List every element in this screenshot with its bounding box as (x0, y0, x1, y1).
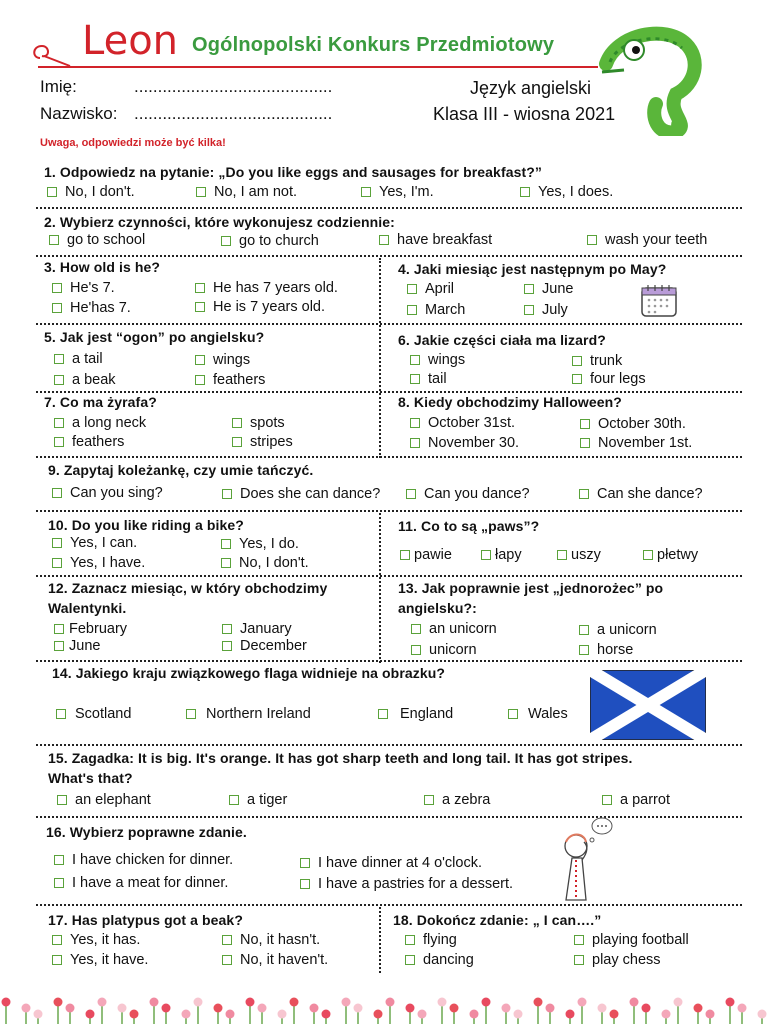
checkbox[interactable] (222, 489, 232, 499)
checkbox[interactable] (407, 284, 417, 294)
q10-option-1[interactable]: Yes, I can. (52, 535, 137, 551)
flower-icon (2, 998, 11, 1007)
q3-option-1[interactable]: He's 7. (52, 280, 115, 296)
checkbox[interactable] (410, 438, 420, 448)
question-7: 7. Co ma żyrafa? (44, 394, 157, 410)
flower-icon (278, 1010, 287, 1019)
flower-icon (386, 998, 395, 1007)
q16-option-3[interactable]: I have a meat for dinner. (54, 875, 228, 891)
checkbox[interactable] (52, 935, 62, 945)
q11-option-1[interactable]: pawie (400, 547, 452, 563)
checkbox[interactable] (643, 550, 653, 560)
calendar-icon (640, 282, 678, 318)
question-13-line-1: 13. Jak poprawnie jest „jednorożec” po (398, 580, 664, 596)
checkbox[interactable] (52, 558, 62, 568)
flower-icon (258, 1004, 267, 1013)
checkbox[interactable] (52, 955, 62, 965)
flower-icon (418, 1010, 427, 1019)
flower-icon (354, 1004, 363, 1013)
q13-option-2[interactable]: a unicorn (579, 622, 657, 638)
surname-field[interactable]: .......................................... (134, 104, 333, 123)
flower-icon (534, 998, 543, 1007)
question-16: 16. Wybierz poprawne zdanie. (46, 824, 247, 840)
q11-option-2[interactable]: łapy (481, 547, 522, 563)
q8-option-1[interactable]: October 31st. (410, 415, 515, 431)
checkbox[interactable] (52, 488, 62, 498)
q18-option-2[interactable]: playing football (574, 932, 689, 948)
subject-label: Język angielski (470, 78, 592, 98)
flower-icon (758, 1010, 767, 1019)
q13-option-1[interactable]: an unicorn (411, 621, 497, 637)
q13-option-3[interactable]: unicorn (411, 642, 477, 658)
q15-option-3[interactable]: a zebra (424, 792, 490, 808)
checkbox[interactable] (54, 418, 64, 428)
divider (36, 323, 742, 325)
flower-icon (290, 998, 299, 1007)
flower-icon (342, 998, 351, 1007)
q4-option-4[interactable]: July (524, 302, 568, 318)
question-8: 8. Kiedy obchodzimy Halloween? (398, 394, 622, 410)
flower-icon (374, 1010, 383, 1019)
checkbox[interactable] (54, 641, 64, 651)
flower-icon (310, 1004, 319, 1013)
flower-icon (726, 998, 735, 1007)
flower-icon (22, 1004, 31, 1013)
checkbox[interactable] (221, 539, 231, 549)
question-9: 9. Zapytaj koleżankę, czy umie tańczyć. (48, 462, 314, 478)
flower-icon (86, 1010, 95, 1019)
checkbox[interactable] (54, 624, 64, 634)
checkbox[interactable] (54, 437, 64, 447)
q1-option-3[interactable]: Yes, I'm. (361, 184, 434, 200)
q14-option-4[interactable]: Wales (508, 706, 568, 722)
q11-option-3[interactable]: uszy (557, 547, 601, 563)
q10-option-4[interactable]: No, I don't. (221, 555, 309, 571)
checkbox[interactable] (222, 935, 232, 945)
checkbox[interactable] (410, 418, 420, 428)
checkbox[interactable] (407, 305, 417, 315)
checkbox[interactable] (411, 645, 421, 655)
flower-icon (706, 1010, 715, 1019)
flower-icon (182, 1010, 191, 1019)
column-divider (379, 258, 381, 458)
checkbox[interactable] (222, 955, 232, 965)
flower-icon (642, 1004, 651, 1013)
question-6: 6. Jakie części ciała ma lizard? (398, 332, 606, 348)
checkbox[interactable] (572, 374, 582, 384)
checkbox[interactable] (411, 624, 421, 634)
q14-option-1[interactable]: Scotland (56, 706, 131, 722)
q2-option-3[interactable]: have breakfast (379, 232, 492, 248)
flower-icon (98, 998, 107, 1007)
checkbox[interactable] (54, 878, 64, 888)
checkbox[interactable] (232, 418, 242, 428)
flower-icon (438, 998, 447, 1007)
divider (36, 816, 742, 818)
flower-icon (578, 998, 587, 1007)
checkbox[interactable] (378, 709, 388, 719)
grade-label: Klasa III - wiosna 2021 (433, 104, 616, 124)
q7-option-4[interactable]: stripes (232, 434, 293, 450)
thinking-girl-icon (556, 812, 622, 904)
checkbox[interactable] (579, 645, 589, 655)
checkbox[interactable] (195, 283, 205, 293)
checkbox[interactable] (580, 419, 590, 429)
header-red-line (38, 66, 598, 68)
flower-icon (514, 1010, 523, 1019)
checkbox[interactable] (221, 236, 231, 246)
checkbox[interactable] (524, 284, 534, 294)
q17-option-4[interactable]: No, it haven't. (222, 952, 328, 968)
scotland-flag-image (590, 670, 706, 740)
q8-option-3[interactable]: November 30. (410, 435, 519, 451)
q3-option-3[interactable]: He'has 7. (52, 300, 131, 316)
checkbox[interactable] (54, 855, 64, 865)
q10-option-3[interactable]: Yes, I have. (52, 555, 145, 571)
checkbox[interactable] (520, 187, 530, 197)
q7-option-1[interactable]: a long neck (54, 415, 146, 431)
checkbox[interactable] (406, 489, 416, 499)
flower-icon (598, 1004, 607, 1013)
q18-option-3[interactable]: dancing (405, 952, 474, 968)
divider (36, 456, 742, 458)
q12-option-4[interactable]: December (222, 638, 307, 654)
divider (36, 255, 742, 257)
flower-icon (162, 1004, 171, 1013)
divider (36, 510, 742, 512)
question-1: 1. Odpowiedz na pytanie: „Do you like eggs and sausages for breakfast?” (44, 164, 542, 180)
flower-icon (118, 1004, 127, 1013)
q8-option-4[interactable]: November 1st. (580, 435, 692, 451)
question-12-line-1: 12. Zaznacz miesiąc, w który obchodzimy (48, 580, 328, 596)
checkbox[interactable] (222, 641, 232, 651)
flower-icon (694, 1004, 703, 1013)
checkbox[interactable] (557, 550, 567, 560)
flower-icon (406, 1004, 415, 1013)
flower-icon (54, 998, 63, 1007)
question-18: 18. Dokończ zdanie: „ I can….” (393, 912, 602, 928)
q13-option-4[interactable]: horse (579, 642, 633, 658)
flower-icon (566, 1010, 575, 1019)
q10-option-2[interactable]: Yes, I do. (221, 536, 299, 552)
q2-option-1[interactable]: go to school (49, 232, 145, 248)
q3-option-4[interactable]: He is 7 years old. (195, 299, 325, 315)
checkbox[interactable] (300, 858, 310, 868)
checkbox[interactable] (579, 625, 589, 635)
flower-icon (66, 1004, 75, 1013)
flower-border-decoration (0, 990, 768, 1024)
flower-icon (246, 998, 255, 1007)
flower-icon (610, 1010, 619, 1019)
q15-option-1[interactable]: an elephant (57, 792, 151, 808)
checkbox[interactable] (580, 438, 590, 448)
checkbox[interactable] (49, 235, 59, 245)
flower-icon (450, 1004, 459, 1013)
q8-option-2[interactable]: October 30th. (580, 416, 686, 432)
q5-option-3[interactable]: a beak (54, 372, 116, 388)
checkbox[interactable] (410, 374, 420, 384)
flower-icon (482, 998, 491, 1007)
q5-option-4[interactable]: feathers (195, 372, 265, 388)
question-3: 3. How old is he? (44, 259, 161, 275)
q7-option-3[interactable]: feathers (54, 434, 124, 450)
q4-option-3[interactable]: March (407, 302, 465, 318)
name-field[interactable]: .......................................... (134, 77, 333, 96)
q5-option-1[interactable]: a tail (54, 351, 103, 367)
question-15-line-1: 15. Zagadka: It is big. It's orange. It has got sharp teeth and long tail. It has got stripes. (48, 750, 633, 766)
question-14: 14. Jakiego kraju związkowego flaga widnieje na obrazku? (52, 665, 446, 681)
q6-option-4[interactable]: four legs (572, 371, 646, 387)
flower-icon (630, 998, 639, 1007)
surname-label: Nazwisko: (40, 104, 118, 123)
checkbox[interactable] (221, 558, 231, 568)
divider (36, 391, 742, 393)
flower-icon (194, 998, 203, 1007)
q6-option-2[interactable]: trunk (572, 353, 622, 369)
flower-icon (130, 1010, 139, 1019)
q18-option-1[interactable]: flying (405, 932, 457, 948)
flower-icon (738, 1004, 747, 1013)
q12-option-1[interactable]: February (54, 621, 127, 637)
q17-option-1[interactable]: Yes, it has. (52, 932, 140, 948)
question-13-line-2: angielsku?: (398, 600, 477, 616)
q9-option-4[interactable]: Can she dance? (579, 486, 703, 502)
checkbox[interactable] (574, 955, 584, 965)
q3-option-2[interactable]: He has 7 years old. (195, 280, 338, 296)
question-5: 5. Jak jest “ogon” po angielsku? (44, 329, 265, 345)
q7-option-2[interactable]: spots (232, 415, 285, 431)
q18-option-4[interactable]: play chess (574, 952, 661, 968)
checkbox[interactable] (52, 283, 62, 293)
question-2: 2. Wybierz czynności, które wykonujesz codziennie: (44, 214, 395, 230)
q15-option-4[interactable]: a parrot (602, 792, 670, 808)
checkbox[interactable] (572, 356, 582, 366)
checkbox[interactable] (195, 302, 205, 312)
divider (36, 575, 742, 577)
q1-option-1[interactable]: No, I don't. (47, 184, 135, 200)
checkbox[interactable] (410, 355, 420, 365)
q14-option-2[interactable]: Northern Ireland (186, 706, 311, 722)
question-10: 10. Do you like riding a bike? (48, 517, 244, 533)
name-label: Imię: (40, 77, 77, 96)
checkbox[interactable] (587, 235, 597, 245)
checkbox[interactable] (56, 709, 66, 719)
q14-option-3[interactable]: England (378, 706, 453, 722)
checkbox[interactable] (195, 355, 205, 365)
q4-option-2[interactable]: June (524, 281, 573, 297)
checkbox[interactable] (481, 550, 491, 560)
q15-option-2[interactable]: a tiger (229, 792, 287, 808)
checkbox[interactable] (574, 935, 584, 945)
q11-option-4[interactable]: płetwy (643, 547, 698, 563)
checkbox[interactable] (508, 709, 518, 719)
q4-option-1[interactable]: April (407, 281, 454, 297)
q16-option-2[interactable]: I have dinner at 4 o'clock. (300, 855, 482, 871)
q6-option-3[interactable]: tail (410, 371, 447, 387)
checkbox[interactable] (379, 235, 389, 245)
checkbox[interactable] (47, 187, 57, 197)
flower-icon (322, 1010, 331, 1019)
checkbox[interactable] (54, 354, 64, 364)
question-11: 11. Co to są „paws”? (398, 518, 540, 534)
q1-option-2[interactable]: No, I am not. (196, 184, 297, 200)
checkbox[interactable] (602, 795, 612, 805)
q17-option-3[interactable]: Yes, it have. (52, 952, 148, 968)
q16-option-4[interactable]: I have a pastries for a dessert. (300, 876, 513, 892)
question-12-line-2: Walentynki. (48, 600, 127, 616)
divider (36, 904, 742, 906)
question-15-line-2: What's that? (48, 770, 133, 786)
divider (36, 744, 742, 746)
flower-icon (674, 998, 683, 1007)
flower-icon (34, 1010, 43, 1019)
column-divider (379, 513, 381, 663)
q1-option-4[interactable]: Yes, I does. (520, 184, 613, 200)
checkbox[interactable] (54, 375, 64, 385)
q12-option-3[interactable]: June (54, 638, 100, 654)
divider (36, 207, 742, 209)
flower-icon (470, 1010, 479, 1019)
checkbox[interactable] (579, 489, 589, 499)
checkbox[interactable] (361, 187, 371, 197)
checkbox[interactable] (524, 305, 534, 315)
checkbox[interactable] (186, 709, 196, 719)
q5-option-2[interactable]: wings (195, 352, 250, 368)
flower-icon (502, 1004, 511, 1013)
checkbox[interactable] (400, 550, 410, 560)
divider (36, 660, 742, 662)
flower-icon (150, 998, 159, 1007)
checkbox[interactable] (222, 624, 232, 634)
q2-option-2[interactable]: go to church (221, 233, 319, 249)
checkbox[interactable] (196, 187, 206, 197)
flower-icon (546, 1004, 555, 1013)
checkbox[interactable] (300, 879, 310, 889)
q2-option-4[interactable]: wash your teeth (587, 232, 707, 248)
column-divider (379, 907, 381, 973)
q12-option-2[interactable]: January (222, 621, 292, 637)
checkbox[interactable] (405, 955, 415, 965)
contest-title: Ogólnopolski Konkurs Przedmiotowy (192, 34, 555, 56)
question-17: 17. Has platypus got a beak? (48, 912, 243, 928)
checkbox[interactable] (52, 303, 62, 313)
checkbox[interactable] (424, 795, 434, 805)
q9-option-1[interactable]: Can you sing? (52, 485, 163, 501)
flower-icon (662, 1010, 671, 1019)
warning-text: Uwaga, odpowiedzi może być kilka! (40, 137, 226, 149)
checkbox[interactable] (57, 795, 67, 805)
flower-icon (214, 1004, 223, 1013)
checkbox[interactable] (52, 538, 62, 548)
q9-option-2[interactable]: Does she can dance? (222, 486, 380, 502)
q9-option-3[interactable]: Can you dance? (406, 486, 530, 502)
flower-icon (226, 1010, 235, 1019)
q17-option-2[interactable]: No, it hasn't. (222, 932, 320, 948)
q16-option-1[interactable]: I have chicken for dinner. (54, 852, 233, 868)
checkbox[interactable] (195, 375, 205, 385)
checkbox[interactable] (232, 437, 242, 447)
question-4: 4. Jaki miesiąc jest następnym po May? (398, 261, 667, 277)
brand-logo: Leon (82, 18, 179, 64)
checkbox[interactable] (405, 935, 415, 945)
checkbox[interactable] (229, 795, 239, 805)
q6-option-1[interactable]: wings (410, 352, 465, 368)
